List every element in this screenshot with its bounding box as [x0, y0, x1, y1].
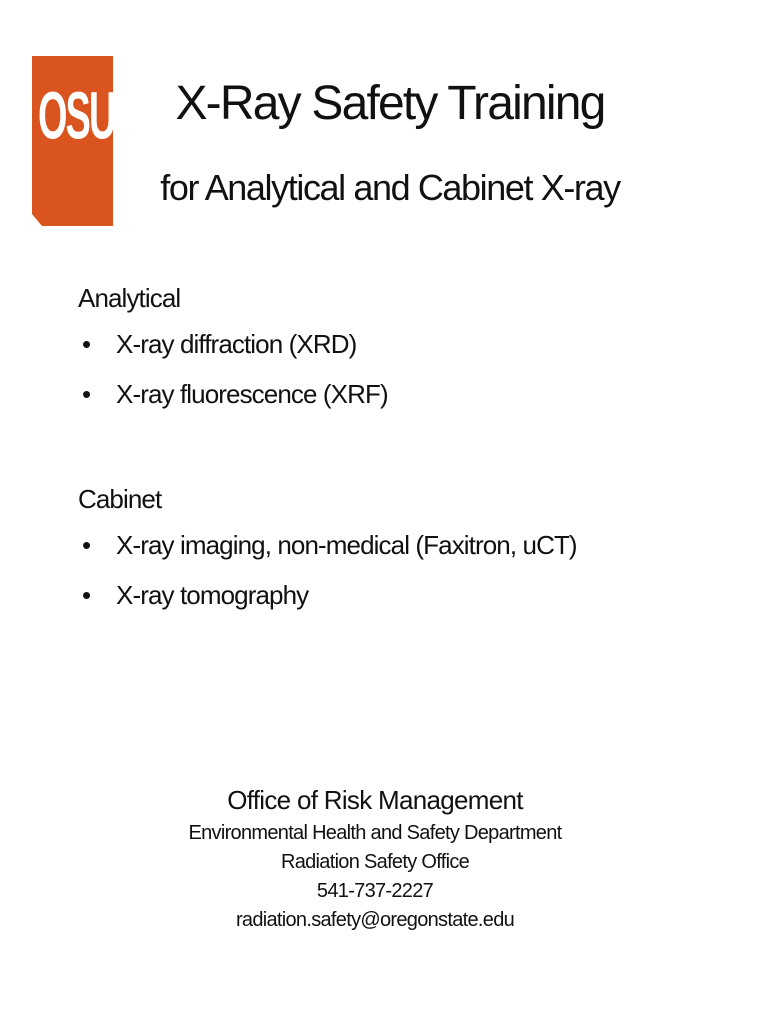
bullet-icon: •	[82, 530, 91, 560]
page-subtitle: for Analytical and Cabinet X-ray	[160, 167, 620, 208]
logo-page-fold	[32, 214, 42, 226]
section-heading-cabinet: Cabinet	[78, 484, 162, 514]
list-item-text: X-ray tomography	[116, 580, 309, 610]
osu-logo	[32, 56, 115, 248]
logo-osu-text: OSU	[38, 80, 115, 154]
office-name: Office of Risk Management	[227, 785, 523, 815]
bullet-icon: •	[82, 379, 91, 409]
email-address: radiation.safety@oregonstate.edu	[235, 909, 515, 931]
logo-oregon-state-text: Oregon State	[41, 225, 104, 237]
phone-number: 541-737-2227	[316, 880, 434, 902]
bullet-icon: •	[82, 329, 91, 359]
bullet-icon: •	[82, 580, 91, 610]
page-title: X-Ray Safety Training	[175, 77, 605, 130]
list-item-text: X-ray fluorescence (XRF)	[116, 379, 388, 409]
list-item	[78, 529, 728, 579]
logo-university-text: UNIVERSITY	[49, 242, 95, 248]
section-heading-analytical: Analytical	[78, 283, 181, 313]
list-item-text: X-ray imaging, non-medical (Faxitron, uCT)	[116, 530, 577, 560]
list-item	[78, 328, 728, 378]
department-name: Environmental Health and Safety Department	[188, 822, 562, 844]
section-cabinet	[78, 483, 728, 629]
section-analytical	[78, 282, 728, 428]
office-subunit: Radiation Safety Office	[280, 851, 470, 873]
list-item-text: X-ray diffraction (XRD)	[116, 329, 357, 359]
list-item	[78, 579, 728, 629]
contact-block	[120, 784, 630, 935]
list-item	[78, 378, 728, 428]
